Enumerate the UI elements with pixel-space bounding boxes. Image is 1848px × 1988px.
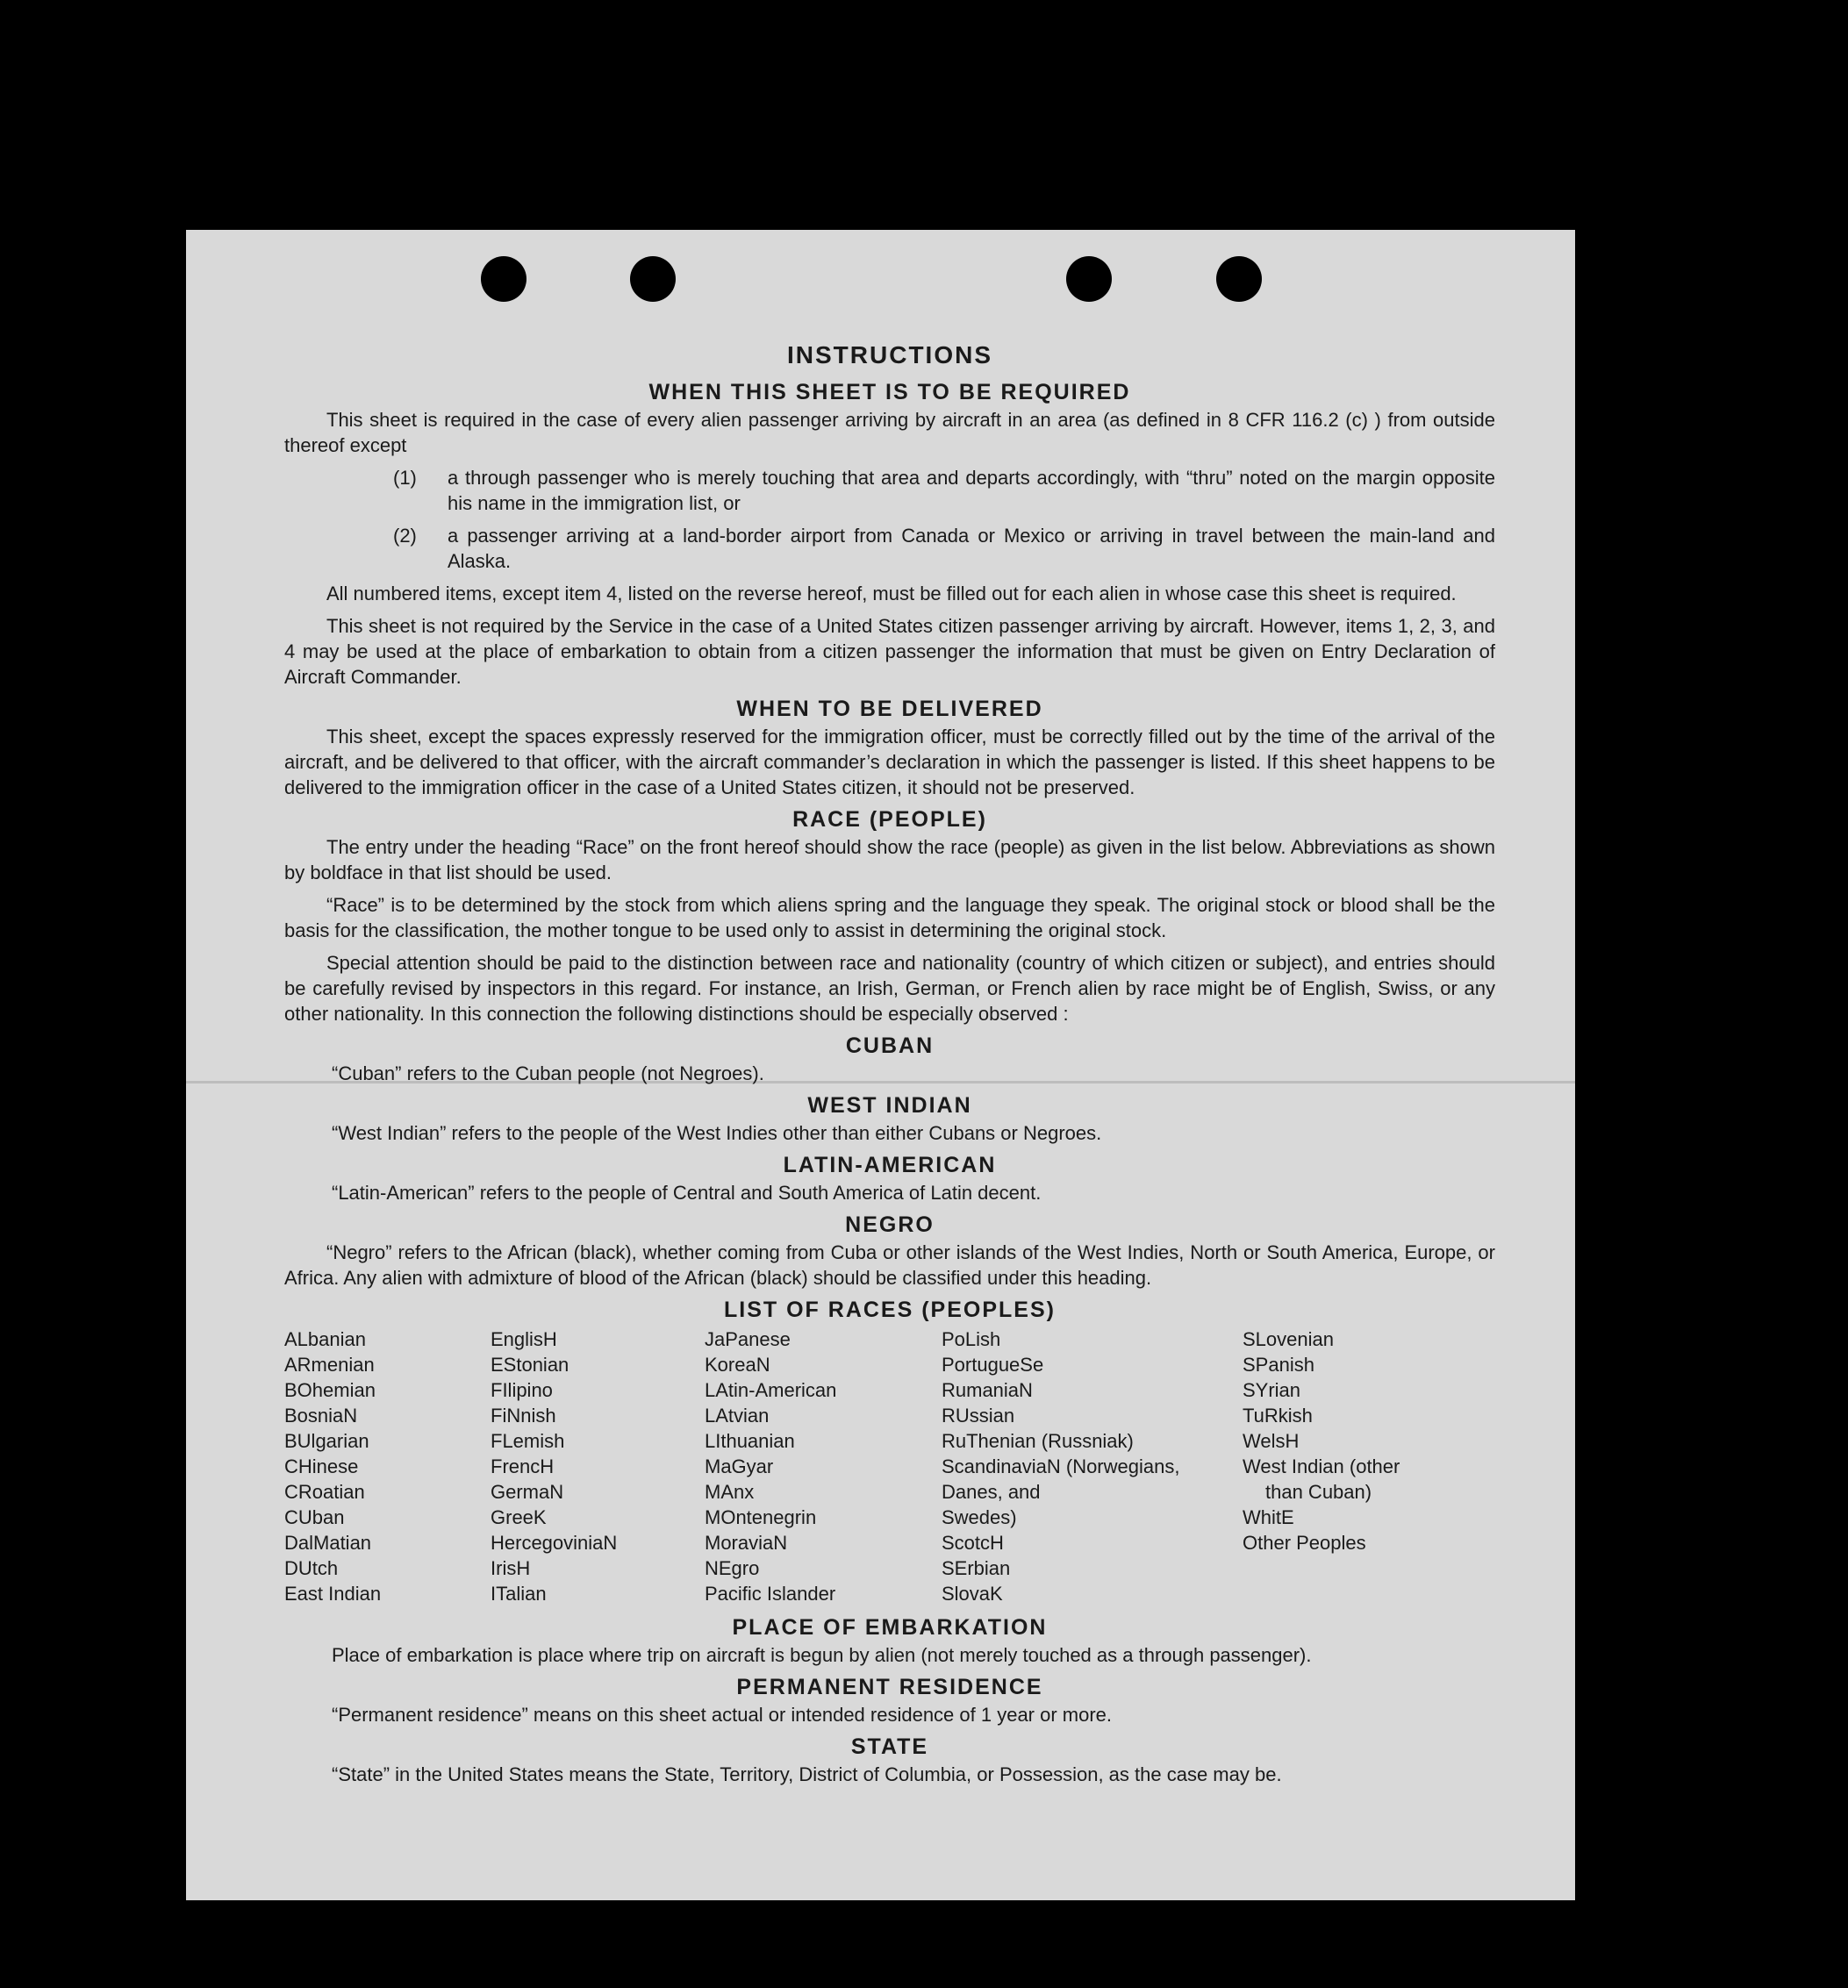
instructions-content <box>284 335 1495 1794</box>
race-entry: GermaN <box>491 1481 564 1503</box>
race-entry: SlovaK <box>942 1583 1003 1605</box>
state-text: “State” in the United States means the State, Territory, District of Columbia, or Possession, as the case may be. <box>332 1763 1282 1785</box>
delivered-text: This sheet, except the spaces expressly reserved for the immigration officer, must be correctly filled out by the time of the arrival of the aircraft, and be delivered to that officer, with the aircraft commander’s declaration in which the passenger is listed. If this sheet happens to be delivered to the immigration officer in the case of a United States citizen, it should not be preserved. <box>284 726 1495 798</box>
race-entry: KoreaN <box>705 1354 770 1376</box>
race-entry: ScandinaviaN (Norwegians, <box>942 1455 1180 1477</box>
west-indian-text: “West Indian” refers to the people of the West Indies other than either Cubans or Negroes. <box>332 1122 1102 1144</box>
heading-negro: NEGRO <box>845 1212 935 1237</box>
item-text: a through passenger who is merely touching that area and departs accordingly, with “thru” noted on the margin opposite his name in the immigration list, or <box>448 467 1495 514</box>
punch-hole <box>481 256 526 302</box>
heading-cuban: CUBAN <box>845 1033 935 1058</box>
heading-delivered: WHEN TO BE DELIVERED <box>736 697 1043 721</box>
race-entry: TuRkish <box>1243 1405 1313 1427</box>
race-entry: ARmenian <box>284 1354 375 1376</box>
race-entry: Danes, and <box>942 1481 1041 1503</box>
required-para-2: All numbered items, except item 4, listed on the reverse hereof, must be filled out for each alien in whose case this sheet is required. <box>326 583 1457 604</box>
punch-hole <box>1216 256 1262 302</box>
race-entry: IrisH <box>491 1557 531 1579</box>
race-entry: JaPanese <box>705 1328 791 1350</box>
races-column <box>1243 1327 1495 1606</box>
race-entry: GreeK <box>491 1506 547 1528</box>
heading-latin-american: LATIN-AMERICAN <box>783 1153 997 1177</box>
required-intro: This sheet is required in the case of every alien passenger arriving by aircraft in an area (as defined in 8 CFR 116.2 (c) ) from outside thereof except <box>284 409 1495 456</box>
race-entry: CRoatian <box>284 1481 365 1503</box>
race-entry: than Cuban) <box>1265 1481 1372 1503</box>
instruction-sheet <box>186 230 1575 1900</box>
race-entry: RumaniaN <box>942 1379 1033 1401</box>
races-column <box>284 1327 491 1606</box>
race-entry: SPanish <box>1243 1354 1314 1376</box>
race-entry: FIlipino <box>491 1379 553 1401</box>
race-para-3: Special attention should be paid to the distinction between race and nationality (country of which citizen or subject), and entries should be carefully revised by inspectors in this regard. For instance, an Irish, German, or French alien by race might be of English, Swiss, or any other nationality. In this connection the following distinctions should be especially observed : <box>284 952 1495 1025</box>
race-entry: DUtch <box>284 1557 339 1579</box>
race-entry: WelsH <box>1243 1430 1300 1452</box>
race-entry: RUssian <box>942 1405 1015 1427</box>
race-entry: BosniaN <box>284 1405 358 1427</box>
heading-state: STATE <box>850 1734 929 1759</box>
race-para-2: “Race” is to be determined by the stock from which aliens spring and the language they speak. The original stock or blood shall be the basis for the classification, the mother tongue to be used only to assist in determining the original stock. <box>284 894 1495 941</box>
cuban-text: “Cuban” refers to the Cuban people (not Negroes). <box>332 1062 764 1084</box>
race-entry: SYrian <box>1243 1379 1301 1401</box>
item-number: (2) <box>393 525 417 547</box>
race-entry: MAnx <box>705 1481 755 1503</box>
heading-permanent-residence: PERMANENT RESIDENCE <box>736 1675 1043 1699</box>
race-entry: PoLish <box>942 1328 1001 1350</box>
heading-list-of-races: LIST OF RACES (PEOPLES) <box>724 1298 1056 1322</box>
race-entry: HercegoviniaN <box>491 1532 618 1554</box>
race-entry: CUban <box>284 1506 345 1528</box>
races-column <box>942 1327 1243 1606</box>
races-column <box>491 1327 705 1606</box>
race-entry: EnglisH <box>491 1328 557 1350</box>
race-entry: FrencH <box>491 1455 555 1477</box>
races-column <box>705 1327 942 1606</box>
race-entry: LIthuanian <box>705 1430 795 1452</box>
race-entry: FLemish <box>491 1430 565 1452</box>
race-entry: Pacific Islander <box>705 1583 836 1605</box>
required-para-3: This sheet is not required by the Service in the case of a United States citizen passenger arriving by aircraft. However, items 1, 2, 3, and 4 may be used at the place of embarkation to obtain from a citizen passenger the information that must be given on Entry Declaration of Aircraft Commander. <box>284 615 1495 688</box>
heading-race: RACE (PEOPLE) <box>792 807 987 832</box>
race-entry: SErbian <box>942 1557 1011 1579</box>
heading-embarkation: PLACE OF EMBARKATION <box>732 1615 1048 1640</box>
race-para-1: The entry under the heading “Race” on the front hereof should show the race (people) as given in the list below. Abbreviations as shown by boldface in that list should be used. <box>284 836 1495 883</box>
race-entry: Swedes) <box>942 1506 1017 1528</box>
race-entry: Other Peoples <box>1243 1532 1366 1554</box>
race-entry: CHinese <box>284 1455 359 1477</box>
race-entry: ITalian <box>491 1583 547 1605</box>
embarkation-text: Place of embarkation is place where trip on aircraft is begun by alien (not merely touched as a through passenger). <box>332 1644 1312 1666</box>
latin-american-text: “Latin-American” refers to the people of Central and South America of Latin decent. <box>332 1182 1042 1204</box>
heading-west-indian: WEST INDIAN <box>807 1093 972 1118</box>
race-entry: East Indian <box>284 1583 382 1605</box>
races-list <box>284 1327 1495 1606</box>
race-entry: LAtin-American <box>705 1379 837 1401</box>
race-entry: ALbanian <box>284 1328 366 1350</box>
item-text: a passenger arriving at a land-border airport from Canada or Mexico or arriving in travel between the main-land and Alaska. <box>448 525 1495 572</box>
item-number: (1) <box>393 467 417 489</box>
race-entry: MaGyar <box>705 1455 774 1477</box>
punch-hole <box>630 256 676 302</box>
race-entry: BUlgarian <box>284 1430 369 1452</box>
race-entry: MOntenegrin <box>705 1506 817 1528</box>
heading-required: WHEN THIS SHEET IS TO BE REQUIRED <box>648 380 1131 404</box>
exception-item <box>284 523 1495 574</box>
punch-hole <box>1066 256 1112 302</box>
race-entry: SLovenian <box>1243 1328 1334 1350</box>
race-entry: ScotcH <box>942 1532 1004 1554</box>
page-title: INSTRUCTIONS <box>787 341 992 368</box>
race-entry: DalMatian <box>284 1532 372 1554</box>
race-entry: BOhemian <box>284 1379 376 1401</box>
race-entry: WhitE <box>1243 1506 1294 1528</box>
race-entry: FiNnish <box>491 1405 556 1427</box>
race-entry: NEgro <box>705 1557 760 1579</box>
race-entry: West Indian (other <box>1243 1455 1400 1477</box>
race-entry: LAtvian <box>705 1405 770 1427</box>
exception-item <box>284 465 1495 516</box>
race-entry: PortugueSe <box>942 1354 1044 1376</box>
residence-text: “Permanent residence” means on this sheet actual or intended residence of 1 year or more. <box>332 1704 1113 1726</box>
race-entry: RuThenian (Russniak) <box>942 1430 1134 1452</box>
race-entry: MoraviaN <box>705 1532 788 1554</box>
negro-text: “Negro” refers to the African (black), whether coming from Cuba or other islands of the West Indies, North or South America, Europe, or Africa. Any alien with admixture of blood of the African (black) should be classified under this heading. <box>284 1241 1495 1289</box>
race-entry: EStonian <box>491 1354 569 1376</box>
